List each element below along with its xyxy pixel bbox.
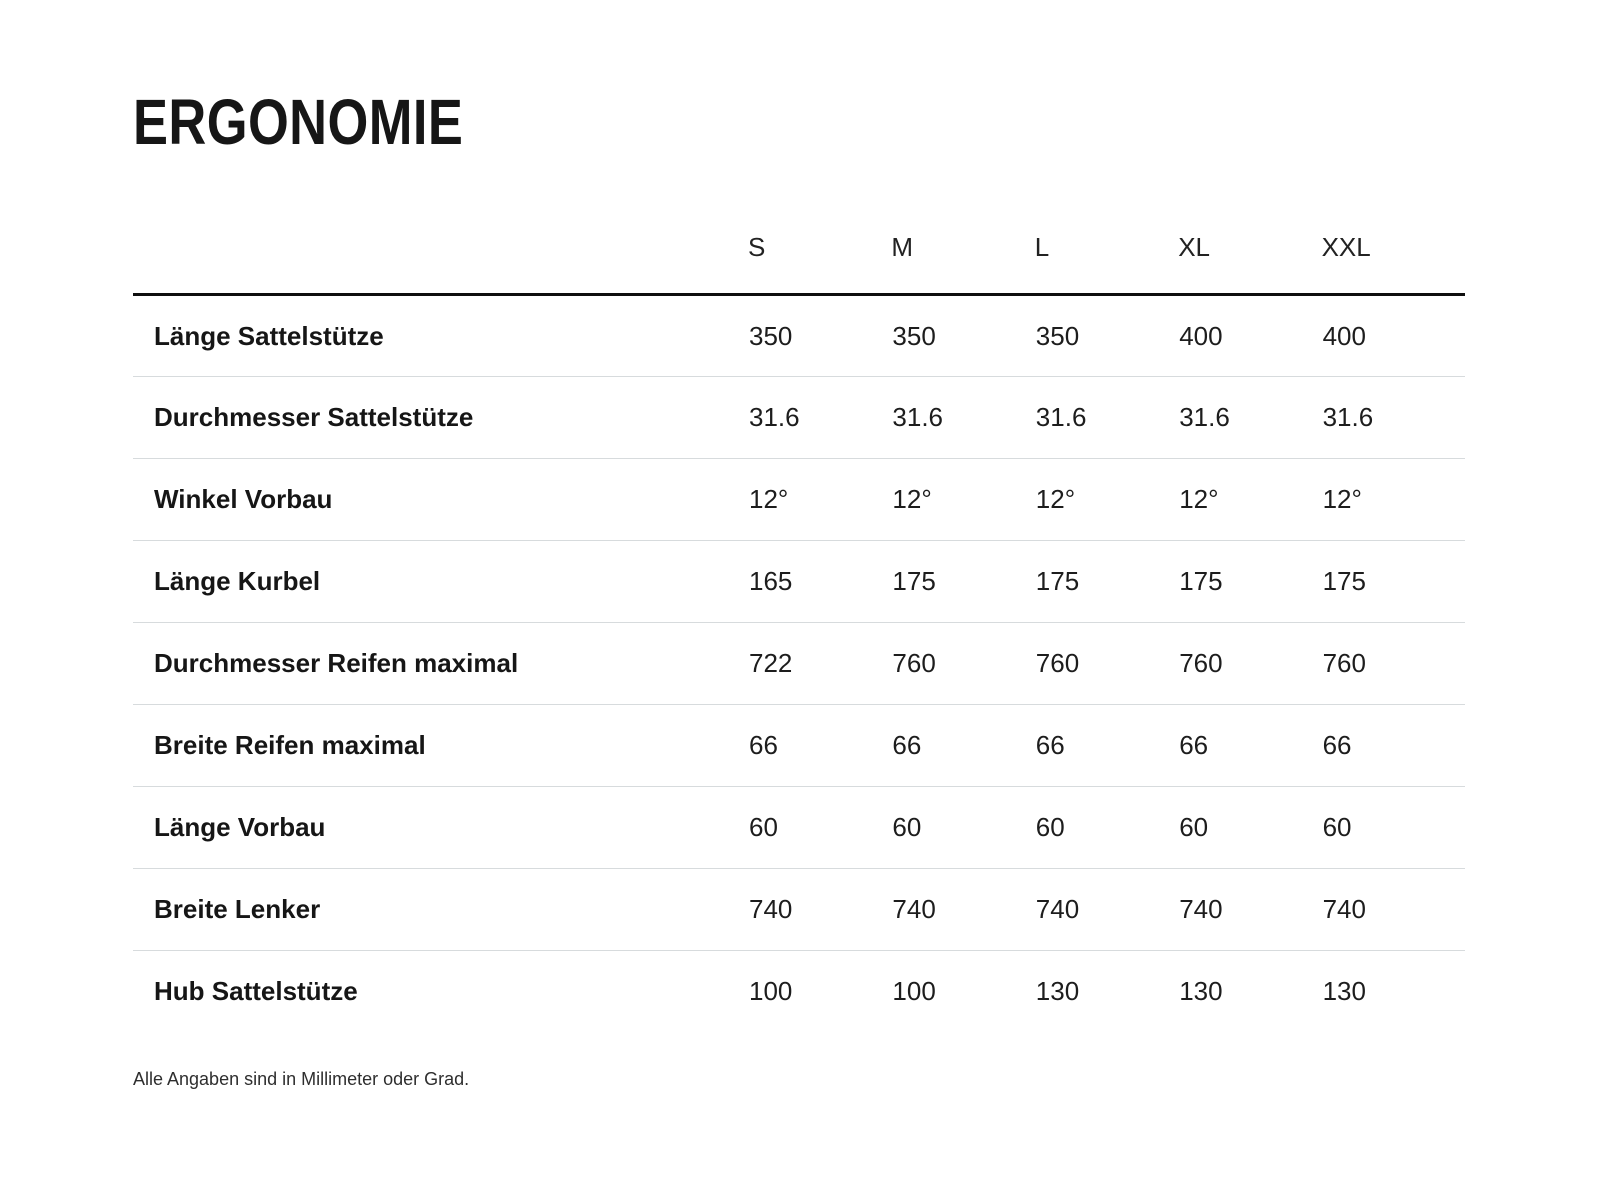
row-label: Winkel Vorbau xyxy=(154,484,333,514)
column-header-l: L xyxy=(1035,206,1178,295)
cell: 175 xyxy=(1322,566,1366,596)
cell: 66 xyxy=(892,730,922,760)
cell: 12° xyxy=(1322,484,1362,514)
cell: 31.6 xyxy=(1035,402,1087,432)
row-label: Länge Kurbel xyxy=(154,566,321,596)
cell: 760 xyxy=(1322,648,1366,678)
header-empty-cell xyxy=(133,206,748,295)
cell: 175 xyxy=(1179,566,1223,596)
table-row xyxy=(133,869,1465,951)
cell: 760 xyxy=(1035,648,1080,678)
page-title: ERGONOMIE xyxy=(133,86,464,158)
row-label: Breite Reifen maximal xyxy=(154,730,426,760)
cell: 60 xyxy=(892,812,922,842)
cell: 130 xyxy=(1035,976,1080,1007)
cell: 100 xyxy=(892,976,936,1007)
cell: 60 xyxy=(749,812,778,842)
cell: 740 xyxy=(1035,894,1080,924)
cell: 31.6 xyxy=(1179,402,1230,432)
table-body xyxy=(133,295,1465,1033)
cell: 12° xyxy=(892,484,932,514)
cell: 12° xyxy=(1179,484,1219,514)
cell: 100 xyxy=(749,976,793,1007)
table-row xyxy=(133,951,1465,1033)
cell: 66 xyxy=(749,730,778,760)
ergonomics-table xyxy=(133,206,1465,1033)
cell: 66 xyxy=(1322,730,1352,760)
cell: 60 xyxy=(1179,812,1209,842)
cell: 66 xyxy=(1035,730,1065,760)
column-header-m: M xyxy=(891,206,1034,295)
cell: 350 xyxy=(749,320,793,351)
cell: 760 xyxy=(892,648,936,678)
cell: 60 xyxy=(1035,812,1065,842)
cell: 740 xyxy=(749,894,793,924)
ergonomics-section xyxy=(0,86,1600,1090)
table-row xyxy=(133,295,1465,377)
cell: 740 xyxy=(1322,894,1366,924)
cell: 400 xyxy=(1179,320,1223,351)
cell: 130 xyxy=(1322,976,1366,1007)
cell: 31.6 xyxy=(1322,402,1374,432)
cell: 350 xyxy=(892,320,936,351)
cell: 722 xyxy=(749,648,793,678)
row-label: Länge Sattelstütze xyxy=(154,320,384,351)
table-row xyxy=(133,459,1465,541)
column-header-s: S xyxy=(748,206,891,295)
cell: 350 xyxy=(1035,320,1080,351)
cell: 60 xyxy=(1322,812,1352,842)
column-header-xl: XL xyxy=(1178,206,1321,295)
cell: 175 xyxy=(1035,566,1080,596)
footnote: Alle Angaben sind in Millimeter oder Grad. xyxy=(133,1068,470,1089)
cell: 12° xyxy=(1035,484,1076,514)
row-label: Durchmesser Reifen maximal xyxy=(154,648,519,678)
cell: 400 xyxy=(1322,320,1366,351)
table-row xyxy=(133,787,1465,869)
row-label: Länge Vorbau xyxy=(154,812,326,842)
cell: 760 xyxy=(1179,648,1223,678)
row-label: Durchmesser Sattelstütze xyxy=(154,402,474,432)
cell: 740 xyxy=(892,894,936,924)
table-row xyxy=(133,705,1465,787)
row-label: Hub Sattelstütze xyxy=(154,976,358,1007)
table-row xyxy=(133,377,1465,459)
cell: 175 xyxy=(892,566,936,596)
cell: 165 xyxy=(749,566,793,596)
table-row xyxy=(133,623,1465,705)
cell: 130 xyxy=(1179,976,1223,1007)
cell: 31.6 xyxy=(892,402,944,432)
row-label: Breite Lenker xyxy=(154,894,321,924)
cell: 740 xyxy=(1179,894,1223,924)
column-header-xxl: XXL xyxy=(1322,206,1465,295)
cell: 66 xyxy=(1179,730,1209,760)
cell: 31.6 xyxy=(749,402,800,432)
cell: 12° xyxy=(749,484,789,514)
table-row xyxy=(133,541,1465,623)
table-header-row xyxy=(133,206,1465,295)
